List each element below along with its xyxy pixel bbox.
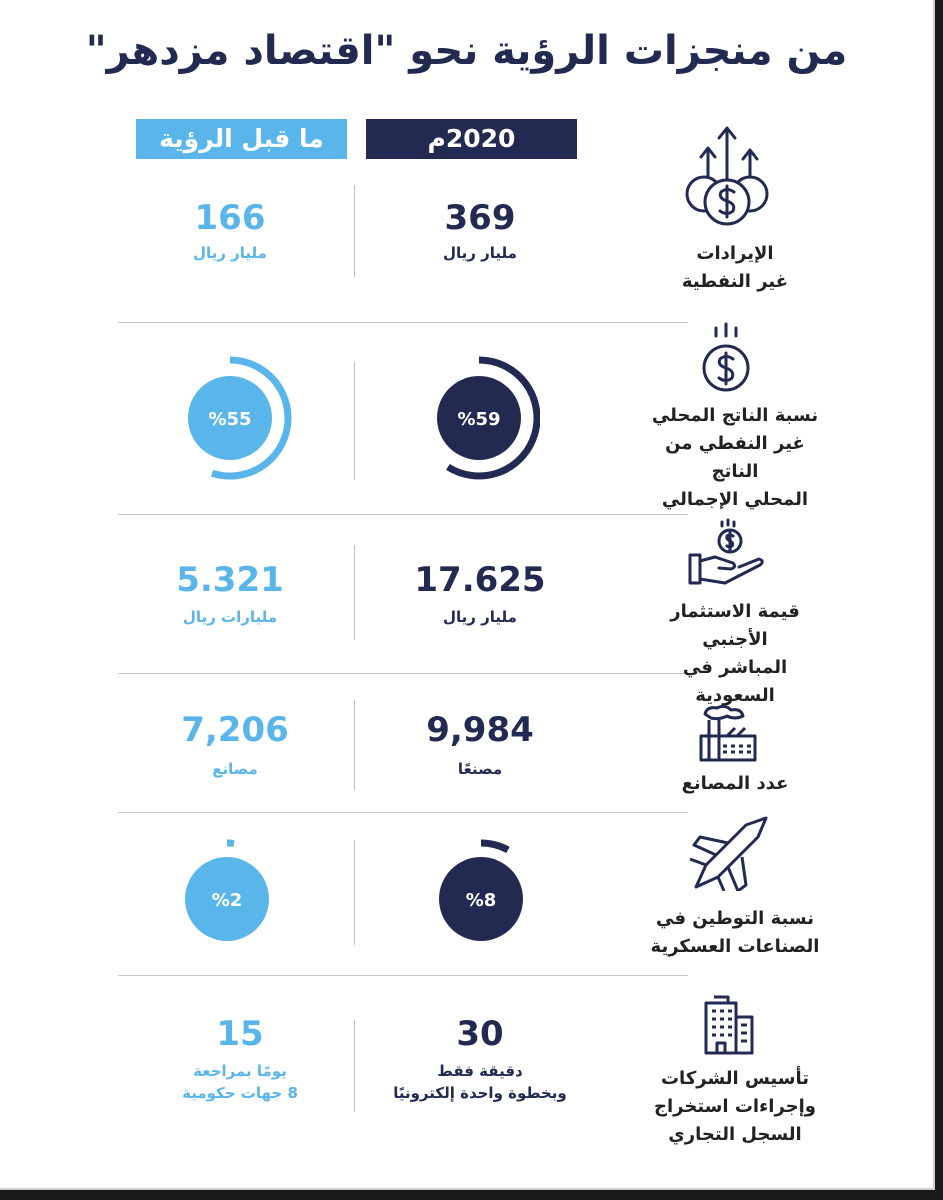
row-label-factories: عدد المصانع — [681, 773, 789, 794]
military-2020-gauge-label: %8 — [465, 890, 497, 911]
gdp-2020-gauge — [430, 353, 540, 483]
fdi-before-value: 5.321 — [176, 560, 284, 600]
fdi-before-unit: مليارات ريال — [182, 608, 278, 626]
registration-2020-value: 30 — [456, 1014, 504, 1054]
header-2020: 2020م — [366, 119, 577, 159]
row-divider — [118, 673, 688, 674]
column-divider — [354, 362, 355, 480]
fdi-2020-unit: مليار ريال — [443, 608, 517, 626]
revenue-2020-value: 369 — [444, 198, 516, 238]
registration-before-value: 15 — [216, 1014, 264, 1054]
column-divider — [354, 700, 355, 790]
row-label-non-oil-gdp: نسبة الناتج المحلي غير النفطي من الناتج المحلي الإجمالي — [651, 405, 819, 510]
factory-icon — [697, 702, 759, 764]
row-label-fdi: قيمة الاستثمار الأجنبي المباشر في السعودية — [670, 601, 800, 706]
military-before-gauge-label: %2 — [211, 890, 243, 911]
fdi-2020-value: 17.625 — [414, 560, 546, 600]
hand-coin-icon — [685, 517, 770, 592]
dollar-coin-icon — [698, 322, 754, 394]
factories-2020-unit: مصنعًا — [457, 760, 503, 778]
header-before-vision: ما قبل الرؤية — [136, 119, 347, 159]
row-label-non-oil-revenue: الإيرادات غير النفطية — [681, 243, 789, 292]
column-divider — [354, 840, 355, 945]
revenue-2020-unit: مليار ريال — [443, 244, 517, 262]
revenue-before-unit: مليار ريال — [193, 244, 267, 262]
military-2020-gauge-arc — [481, 843, 508, 850]
gdp-before-gauge — [174, 353, 294, 483]
page-title: من منجزات الرؤية نحو "اقتصاد مزدهر" — [85, 28, 848, 74]
row-divider — [118, 975, 688, 976]
row-label-military: نسبة التوطين في الصناعات العسكرية — [650, 908, 820, 957]
money-growth-icon — [680, 122, 775, 232]
column-divider — [354, 1020, 355, 1112]
row-divider — [118, 514, 688, 515]
building-icon — [696, 993, 758, 1055]
factories-before-unit: مصانع — [212, 760, 258, 778]
registration-before-unit: يومًا بمراجعة 8 جهات حكومية — [182, 1062, 298, 1102]
military-2020-gauge — [424, 833, 544, 951]
gdp-2020-gauge-label: %59 — [457, 409, 501, 430]
column-divider — [354, 185, 355, 277]
registration-2020-unit: دقيقة فقط وبخطوة واحدة إلكترونيًا — [393, 1062, 567, 1102]
row-divider — [118, 812, 688, 813]
row-divider — [118, 322, 688, 323]
row-label-company-registration: تأسيس الشركات وإجراءات استخراج السجل التجاري — [654, 1068, 816, 1145]
revenue-before-value: 166 — [194, 198, 266, 238]
column-divider — [354, 545, 355, 640]
gdp-before-gauge-label: %55 — [208, 409, 252, 430]
military-before-gauge — [170, 833, 290, 951]
factories-before-value: 7,206 — [181, 710, 289, 750]
factories-2020-value: 9,984 — [426, 710, 534, 750]
jet-fighter-icon — [686, 815, 770, 891]
